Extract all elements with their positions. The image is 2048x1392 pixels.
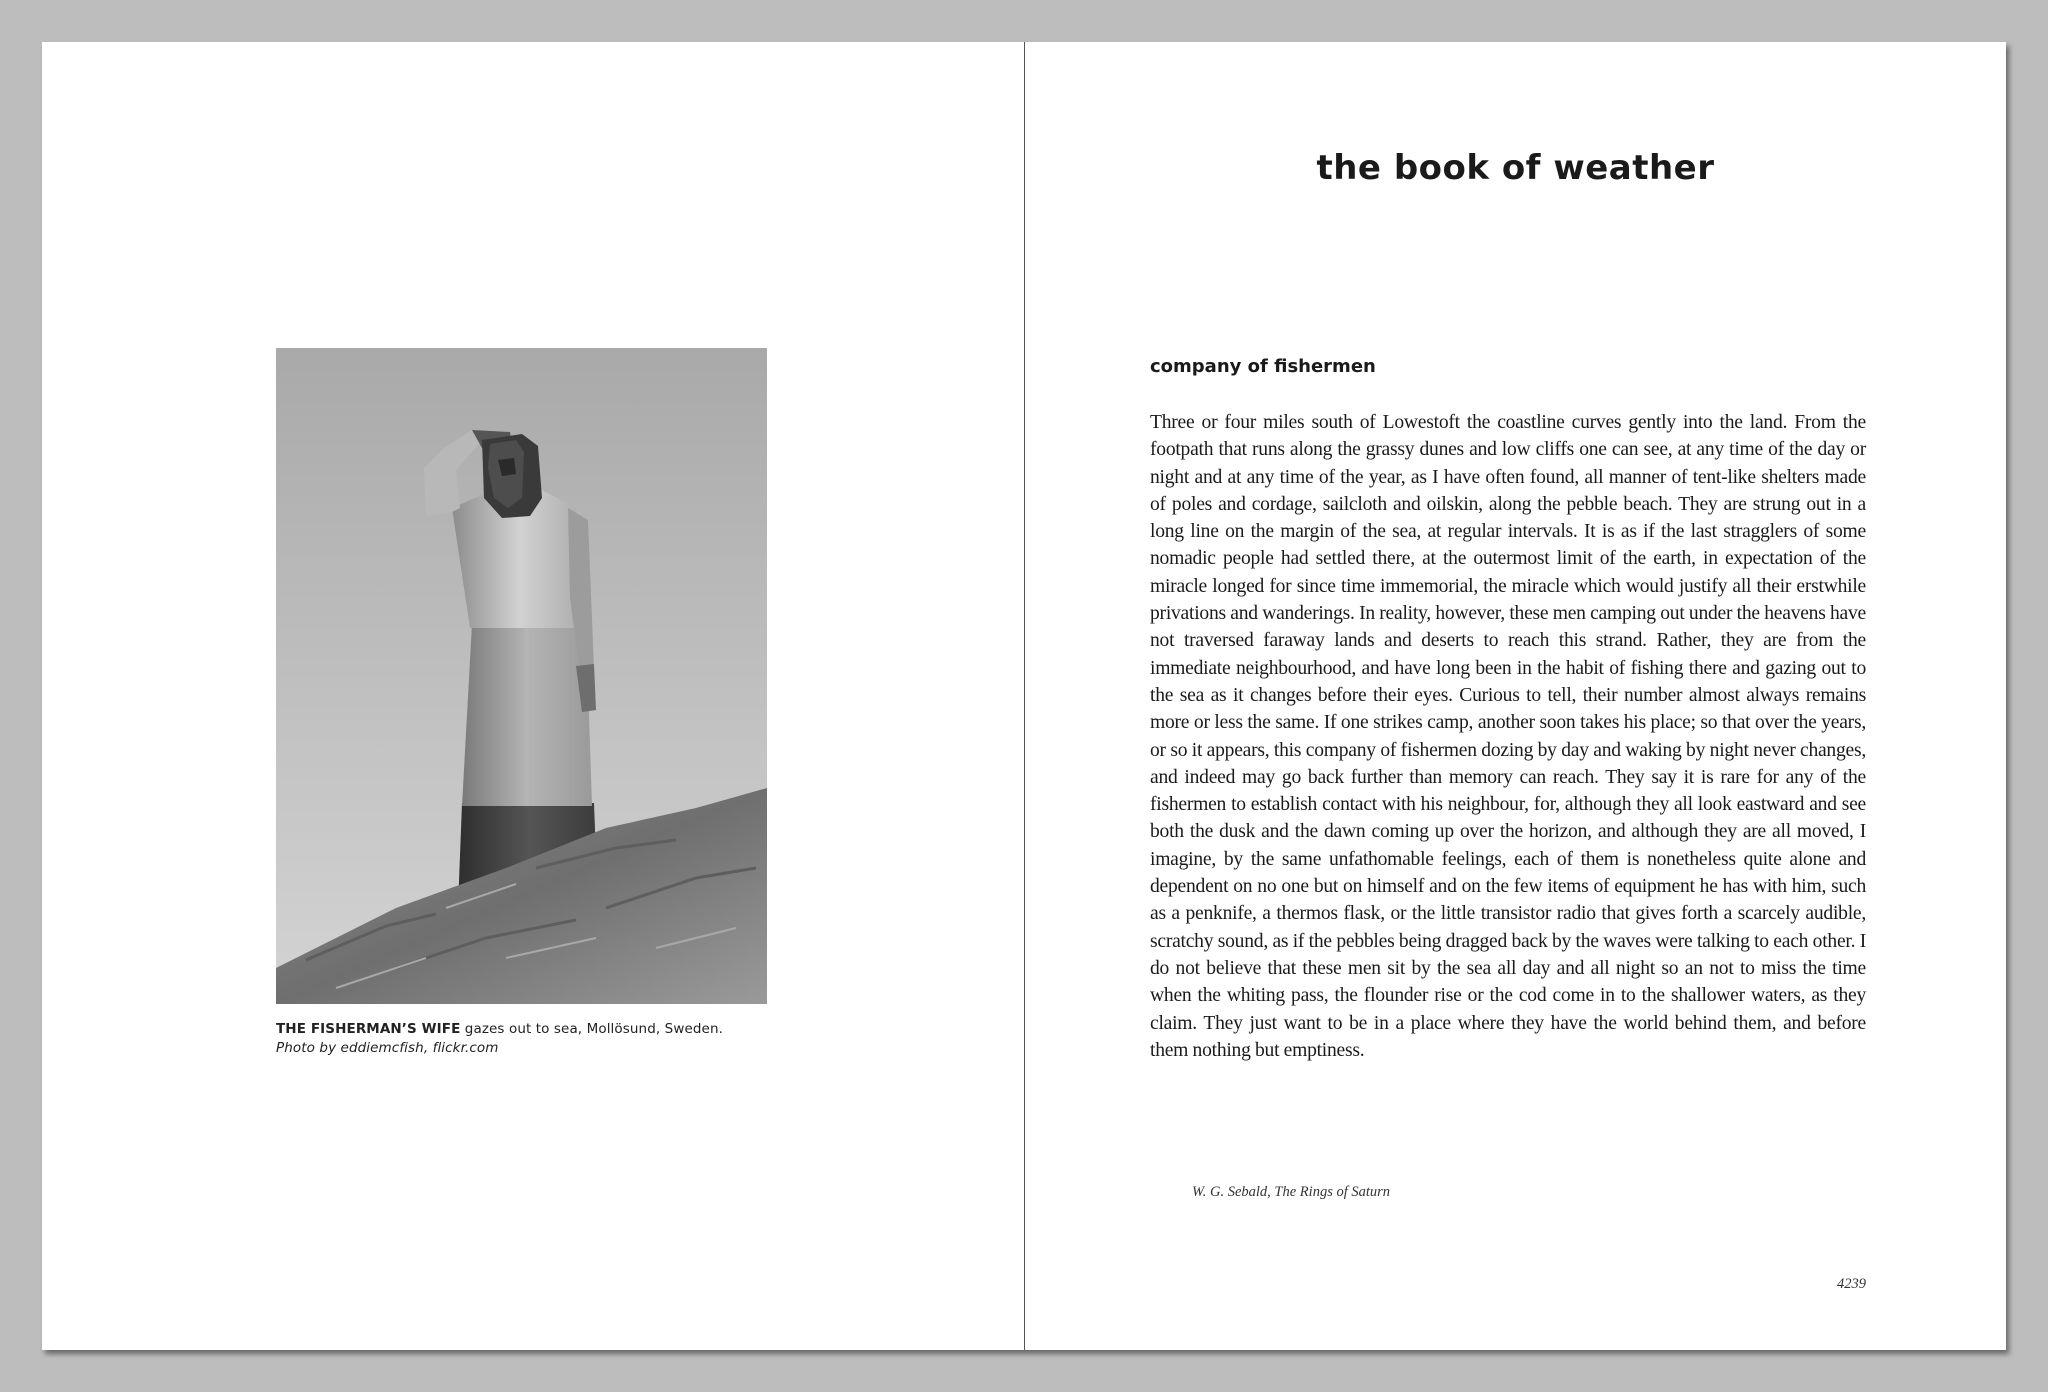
book-spread [42,42,2006,1350]
photo-caption [276,1020,836,1058]
page-number: 4239 [1837,1276,1866,1292]
book-title: the book of weather [1316,148,1715,188]
caption-title: THE FISHERMAN’S WIFE [276,1021,461,1037]
caption-text: gazes out to sea, Mollösund, Sweden. [460,1021,723,1037]
left-page [42,42,1024,1350]
body-text: Three or four miles south of Lowestoft the coastline curves gently into the land. From the footpath that runs along the grassy dunes and low cliffs one can see, at any time of the day or night and at any time of the year, as I have often found, all manner of tent-like shelters made of poles and cordage, sailcloth and oilskin, along the pebble beach. They are strung out in a long line on the margin of the sea, at regular intervals. It is as if the last stragglers of some nomadic people had settled there, at the outermost limit of the earth, in expectation of the miracle longed for since time immemorial, the miracle which would justify all their erstwhile privations and wanderings. In reality, however, these men camping out under the heavens have not traversed faraway lands and deserts to reach this strand. Rather, they are from the immediate neighbourhood, and have long been in the habit of fishing there and gazing out to the sea as it changes before their eyes. Curious to tell, their number almost always remains more or less the same. If one strikes camp, another soon takes his place; so that over the years, or so it appears, this company of fishermen dozing by day and waking by night never changes, and indeed may go back further than memory can reach. They say it is rare for any of the fishermen to establish contact with his neighbour, for, although they all look eastward and see both the dusk and the dawn coming up over the horizon, and although they are all moved, I imagine, by the same unfathomable feelings, each of them is nonetheless quite alone and dependent on no one but on himself and on the few items of equipment he has with him, such as a penknife, a thermos flask, or the little transistor radio that gives forth a scarcely audible, scratchy sound, as if the pebbles being dragged back by the waves were talking to each other. I do not believe that these men sit by the sea all day and all night so an not to miss the time when the whiting pass, the flounder rise or the cod come in to the shallower waters, as they claim. They just want to be in a place where they have the world behind them, and before them nothing but emptiness. [1150,412,1866,1061]
quote-attribution: W. G. Sebald, The Rings of Saturn [1192,1184,1391,1200]
right-page [1025,42,2006,1350]
section-heading: company of fishermen [1150,356,1376,377]
photo-credit: Photo by eddiemcfish, flickr.com [276,1040,499,1056]
statue-photo [276,348,767,1004]
